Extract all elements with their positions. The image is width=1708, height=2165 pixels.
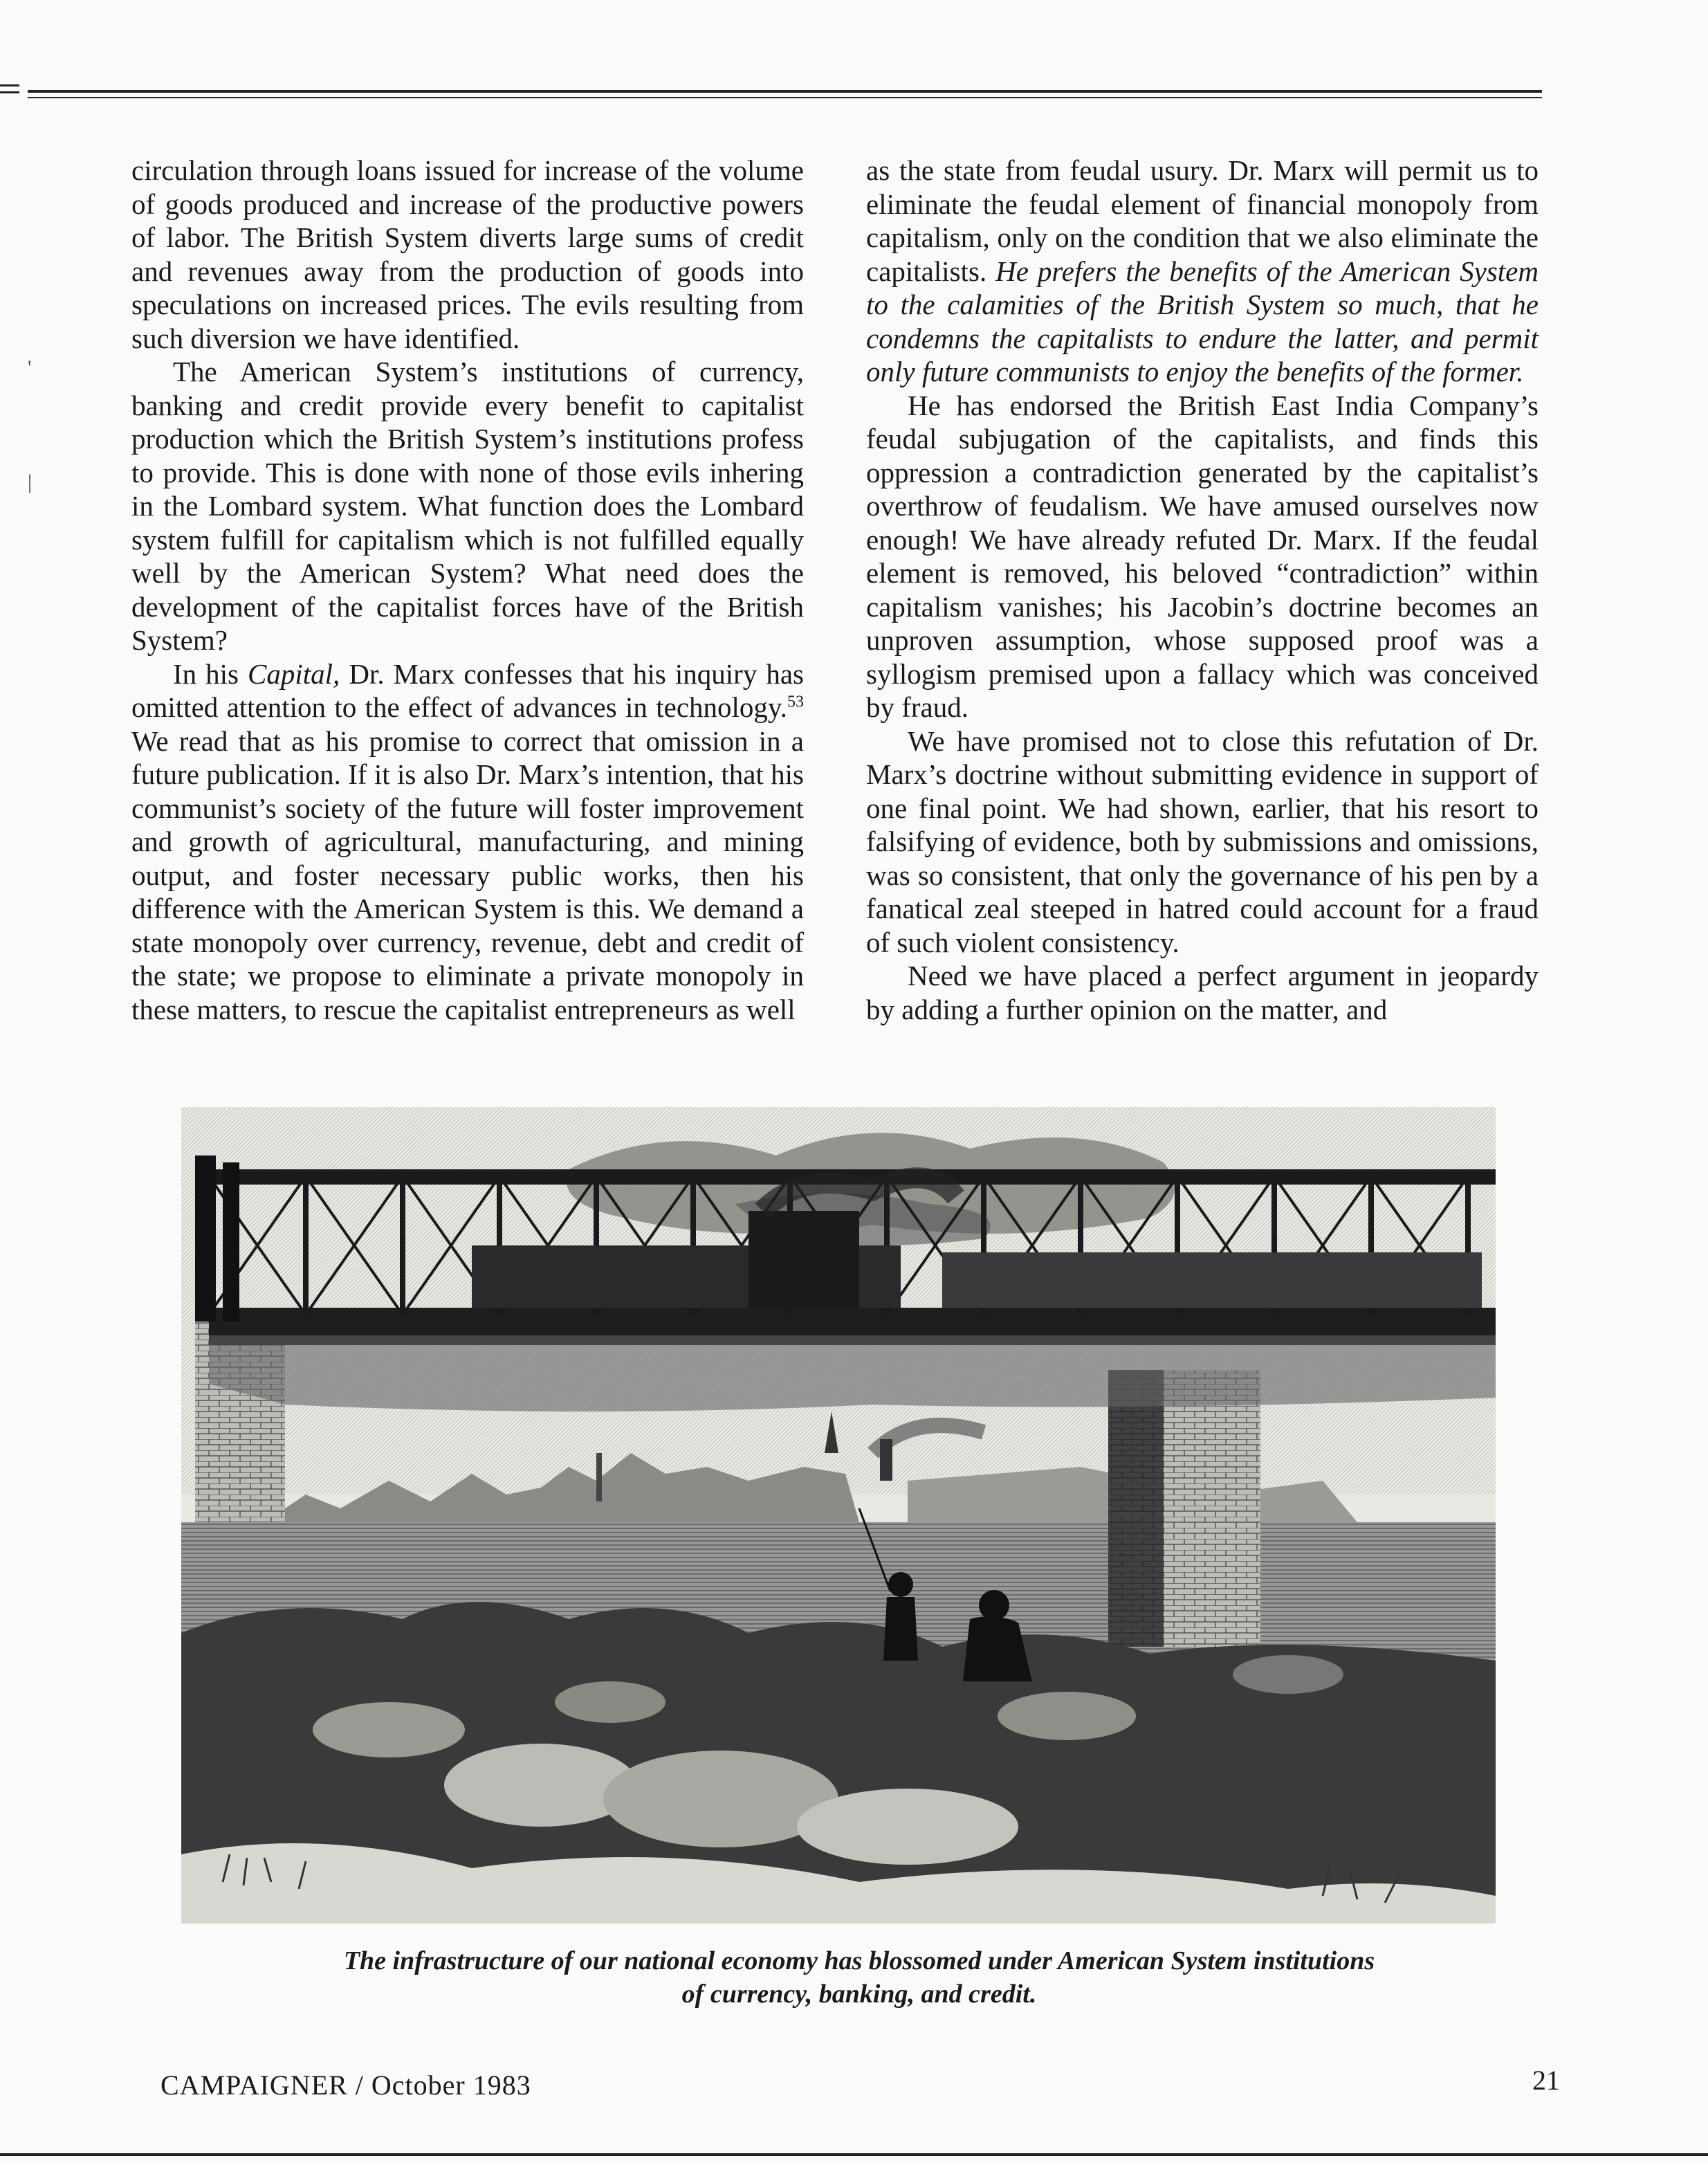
figure-caption <box>181 1944 1537 2011</box>
margin-rule <box>0 91 19 93</box>
margin-rule <box>0 84 19 86</box>
margin-mark: ' <box>28 356 32 379</box>
right-paragraph-1 <box>866 154 1539 389</box>
caption-line-1: The infrastructure of our national economy has blossomed under American System institutions <box>343 1946 1375 1975</box>
right-paragraph-4: Need we have placed a perfect argument in jeopardy by adding a further opinion on the matter, and <box>866 960 1539 1025</box>
right-paragraph-3: We have promised not to close this refutation of Dr. Marx’s doctrine without submitting evidence in support of one final point. We had shown, earlier, that his resort to falsifying of evidence, both by submissions and omissions, was so consistent, that only the governance of his pen by a fanatical zeal steeped in hatred could account for a fraud of such violent consistency. <box>866 724 1539 958</box>
left-paragraph-2: The American System’s institutions of currency, banking and credit provide every benefit to capitalist production which the British System’s institutions profess to provide. This is done with none of those evils inhering in the Lombard system. What function does the Lombard system fulfill for capitalism which is not fulfilled equally well by the American System? What need does the development of the capitalist forces have of the British System? <box>131 356 804 656</box>
text-run: as the state from feudal usury. Dr. Marx will permit us to eliminate the feudal element of financial monopoly from capitalism, only on the condition that we also eliminate the capitalists. <box>866 154 1539 287</box>
left-paragraph-3 <box>131 657 804 1027</box>
margin-mark: | <box>28 471 33 493</box>
left-paragraph-1: circulation through loans issued for increase of the volume of goods produced and increase of the productive powers of labor. The British System diverts large sums of credit and revenues away from the production of goods into speculations on increased prices. The evils resulting from such diversion we have identified. <box>131 154 804 354</box>
footer-publication: CAMPAIGNER / October 1983 <box>160 2070 531 2101</box>
header-rule-thin <box>28 97 1542 98</box>
text-run: We read that as his promise to correct that omission in a future publication. If it is also Dr. Marx’s intention, that his communist’s society of the future will foster improvement and growth of agricultural, manufacturing, and mining output, and foster necessary public works, then his difference with the American System is this. We demand a state monopoly over currency, revenue, debt and credit of the state; we propose to eliminate a private monopoly in these matters, to rescue the capitalist entrepreneurs as well <box>131 724 804 1025</box>
header-rule <box>28 90 1542 93</box>
caption-line-2: of currency, banking, and credit. <box>681 1980 1037 2009</box>
right-paragraph-2: He has endorsed the British East India Company’s feudal subjugation of the capitalists, and finds this oppression a contradiction generated by the capitalist’s overthrow of feudalism. We have amused ourselves now enough! We have already refuted Dr. Marx. If the feudal element is removed, his beloved “contradiction” within capitalism vanishes; his Jacobin’s doctrine becomes an unproven assumption, whose supposed proof was a syllogism premised upon a fallacy which was conceived by fraud. <box>866 389 1539 723</box>
page-number: 21 <box>1532 2065 1560 2096</box>
italic-emphasis: He prefers the benefits of the American System to the calamities of the British System so much, that he condemns the capitalists to endure the latter, and permit only future communists to enjoy the benefits of the former. <box>866 255 1539 387</box>
book-title-italic: Capital, <box>248 657 340 690</box>
text-run: In his <box>173 657 248 690</box>
text-run: Dr. Marx confesses that his inquiry has omitted attention to the effect of advances in technology. <box>131 657 804 723</box>
right-column <box>866 154 1539 1026</box>
footer-rule <box>0 2153 1708 2156</box>
footnote-ref: 53 <box>787 693 804 711</box>
bridge-engraving-illustration <box>181 1107 1496 1924</box>
left-column <box>131 154 804 1026</box>
